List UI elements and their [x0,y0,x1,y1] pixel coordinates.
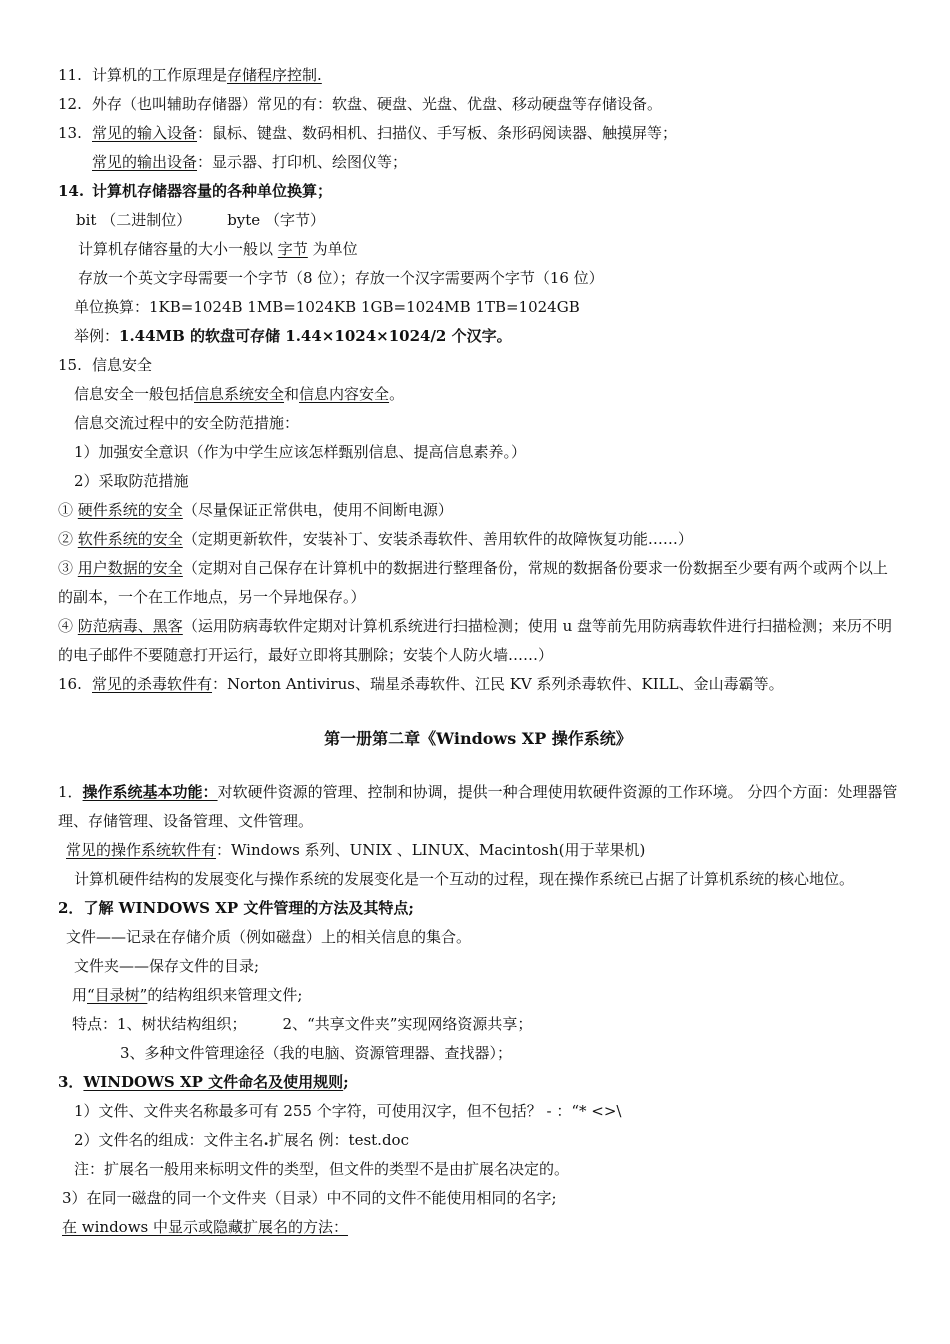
extension-method-line [58,1213,898,1242]
item-text: （尽量保证正常供电，使用不间断电源） [182,501,453,519]
item-number: 12. [58,95,82,113]
circle-item-4 [58,612,898,670]
measures-line: 信息交流过程中的安全防范措施： [74,414,300,432]
dot: . [263,1131,269,1149]
underlined-term: 常见的操作系统软件有 [66,841,217,859]
item-text: （定期对自己保存在计算机中的数据进行整理备份，常规的数据备份要求一份数据至少要有两个或两个以上的副本，一个在工作地点，另一个异地保存。） [58,559,888,606]
period: 。 [389,385,405,403]
item-text: （运用防病毒软件定期对计算机系统进行扫描检测；使用 u 盘等前先用防病毒软件进行扫描检测；来历不明的电子邮件不要随意打开运行，最好立即将其删除；安装个人防火墙……） [58,617,893,664]
item-12 [58,90,898,119]
underlined-term: 用户数据的安全 [77,559,183,577]
size-text: 计算机存储容量的大小一般以 [78,240,278,258]
measure-2: 2）采取防范措施 [74,472,189,490]
item-text: （定期更新软件，安装补丁、安装杀毒软件、善用软件的故障恢复功能……） [182,530,693,548]
paragraph-1 [58,778,898,836]
circle-item-3 [58,554,898,612]
underlined-term: 软件系统的安全 [77,530,183,548]
size-line [58,235,898,264]
item-number: 1． [58,783,83,801]
bit-text: bit （二进制位） [76,211,192,229]
feature-2: 2、“共享文件夹”实现网络资源共享； [282,1015,533,1033]
item-number: 13. [58,124,82,142]
size-text-end: 为单位 [307,240,358,258]
item-number: 2． [58,899,84,917]
units-line: 单位换算：1KB=1024B 1MB=1024KB 1GB=1024MB 1TB=1024GB [74,298,580,316]
heading-end: ; [343,1073,349,1091]
circle-item-1 [58,496,898,525]
tree-text-end: 的结构组织来管理文件; [147,986,303,1004]
features-line-2: 3、多种文件管理途径（我的电脑、资源管理器、查找器）； [120,1044,513,1062]
item-text: 计算机的工作原理是 [92,66,228,84]
features-line [58,1010,898,1039]
and-text: 和 [284,385,300,403]
paragraph-3-heading [58,1068,898,1097]
item-number: 11. [58,66,82,84]
underlined-term: 字节 [277,240,308,258]
item-text: ：Norton Antivirus、瑞星杀毒软件、江民 KV 系列杀毒软件、KILL、金山毒霸等。 [212,675,784,693]
os-text: ：Windows 系列、UNIX 、LINUX、Macintosh(用于苹果机) [216,841,646,859]
security-line [58,380,898,409]
underlined-term: “目录树” [87,986,148,1004]
rule-text: 2）文件名的组成：文件主名 [74,1131,264,1149]
item-text: ：显示器、打印机、绘图仪等； [197,153,408,171]
underlined-term: 硬件系统的安全 [77,501,183,519]
chapter-title: 第一册第二章《Windows XP 操作系统》 [324,729,632,748]
note-line: 注：扩展名一般用来标明文件的类型，但文件的类型不是由扩展名决定的。 [74,1160,570,1178]
item-text: ：鼠标、键盘、数码相机、扫描仪、手写板、条形码阅读器、触摸屏等； [197,124,678,142]
item-11 [58,61,898,90]
paragraph-text: 对软硬件资源的管理、控制和协调，提供一种合理使用软硬件资源的工作环境。 分四个方面：处理器管理、存储管理、设备管理、文件管理。 [58,783,898,830]
underlined-term: 常见的杀毒软件有 [92,675,213,693]
byte-text: byte （字节） [227,211,325,229]
underlined-term: 常见的输出设备 [92,153,198,171]
measure-1: 1）加强安全意识（作为中学生应该怎样甄别信息、提高信息素养。） [74,443,527,461]
underlined-heading: 操作系统基本功能： [82,783,218,801]
item-number: 3． [58,1073,84,1091]
tree-text: 用 [72,986,88,1004]
circled-number: ③ [58,559,74,577]
circled-number: ② [58,530,74,548]
circle-item-2 [58,525,898,554]
file-definition: 文件——记录在存储介质（例如磁盘）上的相关信息的集合。 [66,928,472,946]
underlined-term: 防范病毒、黑客 [77,617,183,635]
security-text: 信息安全一般包括 [74,385,195,403]
item-text: 信息安全 [92,356,153,374]
document-page [58,61,898,1242]
bit-byte-line [58,206,898,235]
underlined-heading: WINDOWS XP 文件命名及使用规则 [83,1073,344,1091]
underlined-term: 存储程序控制. [227,66,322,84]
circled-number: ① [58,501,74,519]
item-text: 外存（也叫辅助存储器）常见的有：软盘、硬盘、光盘、优盘、移动硬盘等存储设备。 [92,95,663,113]
rule-1: 1）文件、文件夹名称最多可有 255 个字符，可使用汉字，但不包括？ - ：“* <>\ [74,1102,622,1120]
feature-1: 特点：1、树状结构组织； [72,1015,247,1033]
heading-text: 了解 WINDOWS XP 文件管理的方法及其特点; [83,899,414,917]
rule-text-end: 扩展名 例：test.doc [268,1131,409,1149]
item-number: 15. [58,356,82,374]
underlined-term: 信息系统安全 [194,385,285,403]
underlined-term: 在 windows 中显示或隐藏扩展名的方法： [62,1218,349,1236]
example-bold: 1.44MB 的软盘可存储 1.44×1024×1024/2 个汉字。 [119,327,512,345]
tree-line [58,981,898,1010]
hardware-paragraph: 计算机硬件结构的发展变化与操作系统的发展变化是一个互动的过程，现在操作系统已占据了计算机系统的核心地位。 [74,870,855,888]
item-heading: 计算机存储器容量的各种单位换算； [92,182,333,200]
item-number: 14. [58,182,85,200]
item-14 [58,177,898,206]
underlined-term: 信息内容安全 [299,385,390,403]
folder-definition: 文件夹——保存文件的目录; [74,957,260,975]
example-line [58,322,898,351]
circled-number: ④ [58,617,74,635]
item-number: 16. [58,675,82,693]
item-16 [58,670,898,699]
rule-2 [58,1126,898,1155]
item-13 [58,119,898,148]
example-label: 举例： [74,327,120,345]
underlined-term: 常见的输入设备 [92,124,198,142]
item-13-output [58,148,898,177]
os-software-line [58,836,898,865]
chars-line: 存放一个英文字母需要一个字节（8 位）；存放一个汉字需要两个字节（16 位） [78,269,604,287]
paragraph-2-heading [58,894,898,923]
rule-3: 3）在同一磁盘的同一个文件夹（目录）中不同的文件不能使用相同的名字; [62,1189,557,1207]
item-15 [58,351,898,380]
